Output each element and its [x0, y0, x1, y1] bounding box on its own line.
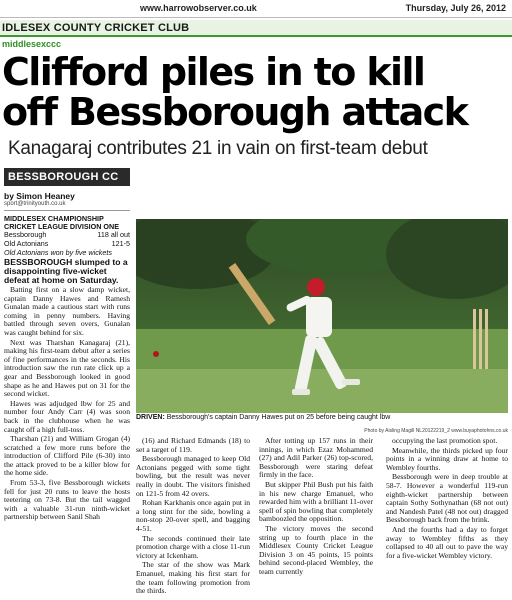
paragraph: Next was Tharshan Kanagaraj (21), making his first-team debut after a series of fine performances in the seconds. His introduction saw the run rate click up a gear and Bessborough looked in good shape as he and Hawes put on 31 for the second wicket. [4, 337, 130, 399]
batsman-illustration [136, 219, 508, 413]
article-column-3 [259, 436, 373, 577]
paragraph: The victory moves the second string up to fourth place in the Middlesex County Cricket League Division 3 on 45 points, 15 points behind second-placed Wembley, the team currently [259, 523, 373, 576]
paragraph: From 53-3, five Bessborough wickets fell for just 20 runs to leave the hosts teetering on 73-8. But the tail wagged with a valuable 31-run ninth-wicket partnership between Sanil Shah [4, 478, 130, 522]
paragraph: Tharshan (21) and William Grogan (4) scratched a few more runs before the introduction of Clifford Pile (6-30) into the attack proved to be a killer blow for the home side. [4, 434, 130, 478]
team-score: 121-5 [111, 238, 130, 248]
photo-credit: Photo by Aisling Magill NL20122219_2 www.buyaphotohns.co.uk [364, 428, 508, 434]
paragraph: (16) and Richard Edmands (18) to set a target of 119. [136, 436, 250, 454]
section-banner [0, 20, 512, 37]
newspaper-header [0, 0, 512, 18]
paragraph: After totting up 157 runs in their innings, in which Ezaz Mohammed (27) and Adil Parker (26) top-scored, Bessborough were staring defeat firmly in the face. [259, 436, 373, 480]
article-column-2 [136, 436, 250, 596]
league-name: MIDDLESEX CHAMPIONSHIP CRICKET LEAGUE DIVISION ONE [4, 214, 120, 231]
cricket-photo [136, 219, 508, 413]
paragraph: Hawes was adjudged lbw for 25 and number four Andy Carr (4) was soon back in the clubhouse when he was caught off a high full-toss. [4, 398, 130, 434]
byline: by Simon Heaney [4, 191, 75, 201]
paragraph: Bessborough were in deep trouble at 58-7. However a wonderful 119-run eighth-wicket partnership between captain Sothy Sothynathan (68 not out) and Nandesh Patel (48 not out) dragged Bessborough back from the brink. [386, 472, 508, 525]
paragraph: Rohan Karkhanis once again put in a long stint for the side, bowling a non-stop 20-over spell, and bagging 4-51. [136, 498, 250, 533]
issue-date: Thursday, July 26, 2012 [405, 3, 506, 13]
site-url[interactable]: www.harrowobserver.co.uk [140, 3, 257, 13]
paragraph: occupying the last promotion spot. [392, 436, 498, 445]
subheadline: Kanagaraj contributes 21 in vain on first-team debut [8, 138, 428, 159]
article-column-4 [386, 436, 508, 560]
paragraph: Meanwhile, the thirds picked up four points in a winning draw at home to Wembley fourths. [386, 445, 508, 472]
team-box-title: BESSBOROUGH CC [4, 168, 130, 186]
team-name: Bessborough [4, 230, 47, 239]
scoreboard [4, 231, 130, 248]
paragraph: But skipper Phil Bush put his faith in his new charge Emanuel, who rewarded him with a brilliant 11-over spell of spin bowling that completely bamboozled the opposition. [259, 479, 373, 524]
team-name: Old Actonians [4, 238, 49, 248]
caption-text: Bessborough's captain Danny Hawes put on 25 before being caught lbw [166, 414, 391, 421]
score-row [4, 240, 130, 249]
paragraph: The star of the show was Mark Emanuel, making his first start for the team following promotion from the thirds. [136, 560, 250, 596]
paragraph: Batting first on a slow damp wicket, captain Danny Hawes and Ramesh Gunalan made a cautious start with runs coming in penny numbers. Having battled through seven overs, Gunalan was caught behind for six. [4, 285, 130, 337]
paragraph: And the fourths had a day to forget away to Wembley fifths as they collapsed to 40 all out to pave the way for a five-wicket Wembley victory. [386, 524, 508, 560]
match-result: Old Actonians won by five wickets [4, 248, 112, 257]
photo-caption [136, 414, 508, 426]
headline-line-2: off Bessborough attack [2, 90, 468, 134]
paragraph: The seconds continued their late promotion charge with a close 11-run victory at Ickenham. [136, 533, 250, 560]
author-email[interactable]: sport@trinityouth.co.uk [4, 201, 130, 211]
club-name: IDLESEX COUNTY CRICKET CLUB [2, 22, 190, 34]
body-text [4, 286, 130, 522]
club-logo-text: middlesexccc [2, 39, 62, 49]
headline-line-1: Clifford piles in to kill [2, 50, 425, 94]
team-score: 118 all out [97, 230, 130, 239]
headline [2, 52, 510, 132]
paragraph: Bessborough managed to keep Old Actonians pegged with some tight bowling, but the result was never really in doubt. The visitors finished on 121-5 from 42 overs. [136, 454, 250, 498]
article-column-1 [4, 168, 130, 522]
caption-tag: DRIVEN: [136, 414, 165, 421]
lead-paragraph: BESSBOROUGH slumped to a disappointing five-wicket defeat at home on Saturday. [4, 257, 128, 285]
